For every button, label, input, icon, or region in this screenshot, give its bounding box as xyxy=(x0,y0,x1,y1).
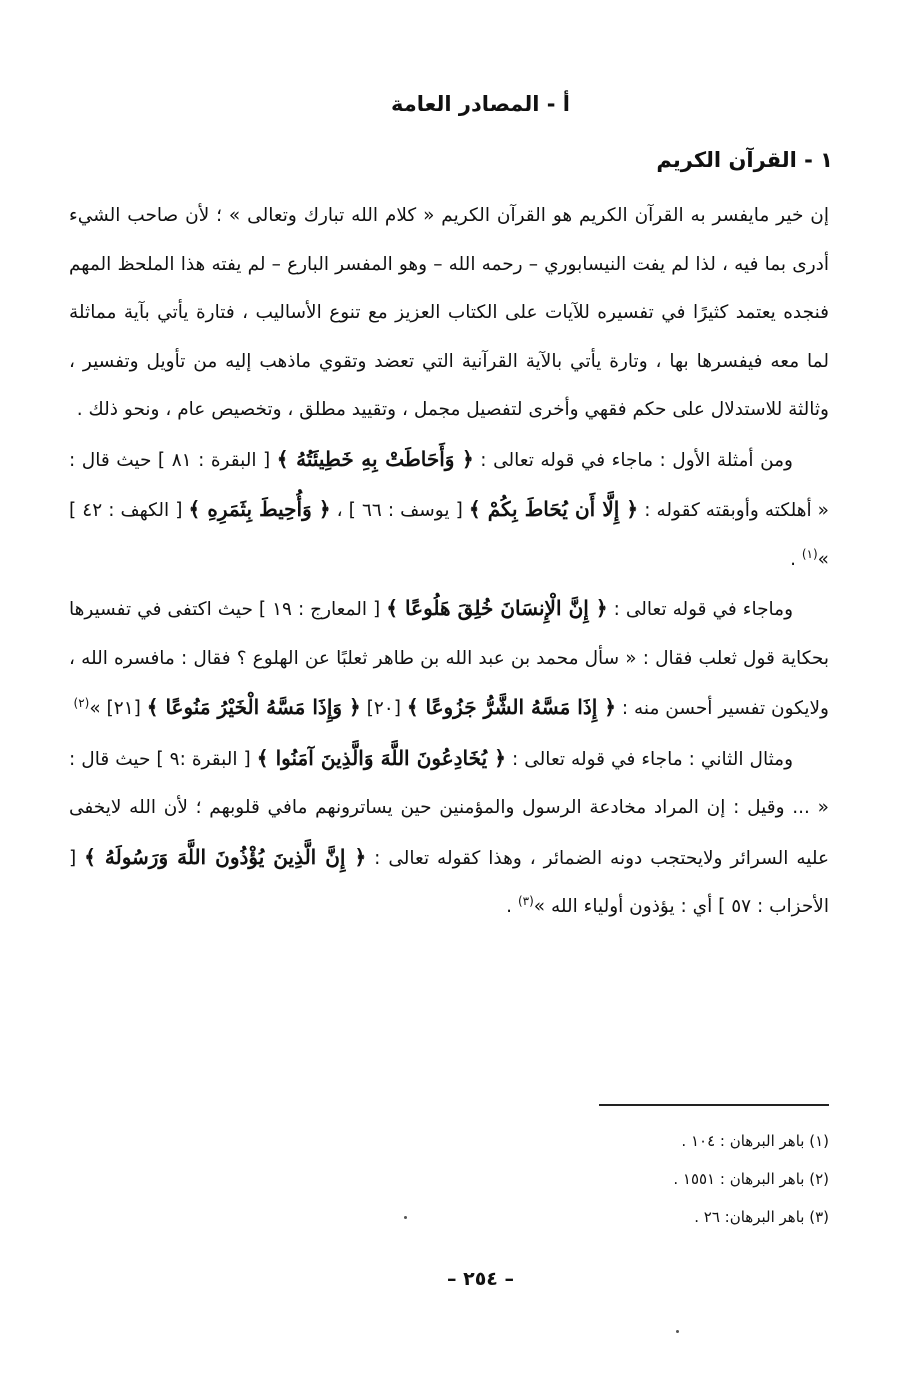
text-segment: [ المعارج : ١٩ ] حيث اكتفى في تفسيرها بحكاية قول ثعلب فقال : « سأل محمد بن عبد الله بن طاهر ثعلبًا عن الهلوع ؟ فقال : مافسره الله ، ولايكون تفسير أحسن منه : xyxy=(69,599,829,719)
footnote-ref: (٢) xyxy=(73,695,90,710)
quran-verse: ﴿ إِنَّ الَّذِينَ يُؤْذُونَ اللَّهَ وَرَسُولَهُ ﴾ xyxy=(84,844,367,869)
quran-verse: ﴿ إِلَّا أَن يُحَاطَ بِكُمْ ﴾ xyxy=(468,497,639,521)
text-segment: . xyxy=(790,548,802,570)
scan-speck xyxy=(676,1330,679,1333)
text-segment: [٢٠] xyxy=(360,698,407,719)
quran-verse: ﴿ إِنَّ الْإِنسَانَ خُلِقَ هَلُوعًا ﴾ xyxy=(386,596,608,620)
quran-verse: ﴿ وَأَحَاطَتْ بِهِ خَطِيئَتُهُ ﴾ xyxy=(276,446,474,471)
paragraph-p2 xyxy=(69,435,829,585)
quran-verse: ﴿ وَأُحِيطَ بِثَمَرِهِ ﴾ xyxy=(188,497,331,521)
text-segment: ومثال الثاني : ماجاء في قوله تعالى : xyxy=(505,748,794,770)
text-segment: [ البقرة : ٨١ ] حيث قال : « أهلكته وأوبقته كقوله : xyxy=(69,449,829,521)
text-segment: [ الكهف : ٤٢ ] » xyxy=(69,500,829,570)
scan-speck xyxy=(404,1216,407,1219)
footnote-ref: (٣) xyxy=(517,893,534,908)
footnote-2: (٢) باهر البرهان : ١٥٥١ . xyxy=(673,1170,829,1188)
quran-verse: ﴿ وَإِذَا مَسَّهُ الْخَيْرُ مَنُوعًا ﴾ xyxy=(146,695,361,719)
text-segment: ومن أمثلة الأول : ماجاء في قوله تعالى : xyxy=(473,449,793,471)
text-segment: . xyxy=(506,896,518,917)
text-segment: [ يوسف : ٦٦ ] ، xyxy=(330,500,469,521)
quran-verse: ﴿ يُخَادِعُونَ اللَّهَ وَالَّذِينَ آمَنُوا ﴾ xyxy=(256,745,506,770)
subheading: ١ - القرآن الكريم xyxy=(656,148,833,172)
section-heading: أ - المصادر العامة xyxy=(390,92,570,116)
footnote-3: (٣) باهر البرهان: ٢٦ . xyxy=(694,1208,829,1226)
text-segment: [ الأحزاب : ٥٧ ] أي : يؤذون أولياء الله » xyxy=(69,847,829,917)
text-segment: وماجاء في قوله تعالى : xyxy=(607,599,794,620)
body-text xyxy=(69,192,829,932)
paragraph-p4 xyxy=(69,734,829,932)
footnote-1: (١) باهر البرهان : ١٠٤ . xyxy=(681,1132,829,1150)
quran-verse: ﴿ إِذَا مَسَّهُ الشَّرُّ جَزُوعًا ﴾ xyxy=(406,695,616,719)
text-segment: إن خير مايفسر به القرآن الكريم هو القرآن الكريم « كلام الله تبارك وتعالى » ؛ لأن صاحب الشيء أدرى بما فيه ، لذا لم يفت النيسابوري – رحمه الله – وهو المفسر البارع – لم يفته هذا الملحظ المهم فنجده يعتمد كثيرًا في تفسيره للآيات على الكتاب العزيز مع تنوع الأساليب ، فتارة يأتي بآية مماثلة لما معه فيفسرها بها ، وتارة يأتي بالآية القرآنية التي تعضد وتقوي ماذهب إليه من تأويل وتفسير ، وثالثة للاستدلال على حكم فقهي وأخرى لتفصيل مجمل ، وتقييد مطلق ، وتخصيص عام ، ونحو ذلك . xyxy=(69,205,829,420)
text-segment: [٢١] » xyxy=(89,698,147,719)
footnote-ref: (١) xyxy=(801,546,818,561)
text-segment: [ البقرة :٩ ] حيث قال : « ... وقيل : إن المراد مخادعة الرسول والمؤمنين حين يساترونهم مافي قلوبهم ؛ لأن الله لايخفى عليه السرائر ولايحتجب دونه الضمائر ، وهذا كقوله تعالى : xyxy=(69,748,829,869)
page-number: – ٢٥٤ – xyxy=(446,1268,515,1290)
paragraph-p3 xyxy=(69,584,829,734)
footnotes xyxy=(429,1122,829,1236)
footnote-divider xyxy=(599,1104,829,1106)
paragraph-p1 xyxy=(69,192,829,435)
